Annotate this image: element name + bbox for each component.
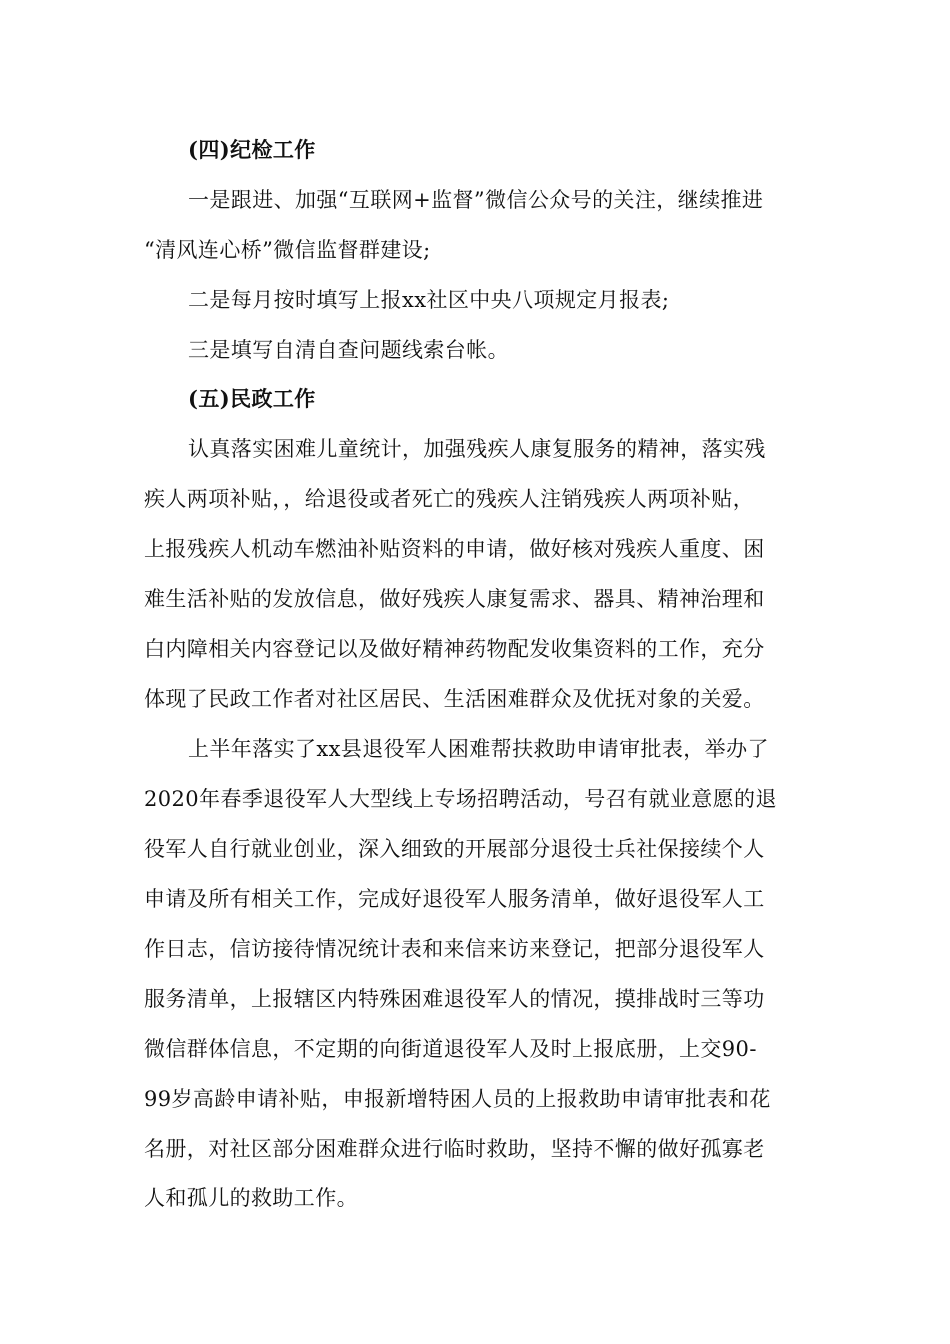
paragraph-line: 人和孤儿的救助工作。 [144, 1186, 358, 1210]
section-heading-discipline: (四)纪检工作 [188, 137, 316, 162]
paragraph-line: 申请及所有相关工作，完成好退役军人服务清单，做好退役军人工 [144, 887, 765, 911]
paragraph-line: 二是每月按时填写上报xx社区中央八项规定月报表; [188, 288, 670, 312]
paragraph-line: 99岁高龄申请补贴，申报新增特困人员的上报救助申请审批表和花 [144, 1087, 771, 1111]
paragraph-line: 上报残疾人机动车燃油补贴资料的申请，做好核对残疾人重度、困 [144, 537, 765, 561]
paragraph-line: 白内障相关内容登记以及做好精神药物配发收集资料的工作，充分 [144, 637, 765, 661]
paragraph-line: 难生活补贴的发放信息，做好残疾人康复需求、器具、精神治理和 [144, 587, 765, 611]
paragraph-line: 上半年落实了xx县退役军人困难帮扶救助申请审批表，举办了 [188, 737, 769, 761]
paragraph-line: 2020年春季退役军人大型线上专场招聘活动，号召有就业意愿的退 [144, 787, 777, 811]
paragraph-line: 认真落实困难儿童统计，加强残疾人康复服务的精神，落实残 [188, 437, 766, 461]
paragraph-line: 微信群体信息，不定期的向街道退役军人及时上报底册，上交90- [144, 1037, 757, 1061]
paragraph-line: 作日志，信访接待情况统计表和来信来访来登记，把部分退役军人 [144, 937, 765, 961]
paragraph-line: 服务清单，上报辖区内特殊困难退役军人的情况，摸排战时三等功 [144, 987, 765, 1011]
section-heading-civil-affairs: (五)民政工作 [188, 386, 316, 411]
paragraph-line: 体现了民政工作者对社区居民、生活困难群众及优抚对象的关爱。 [144, 687, 765, 711]
paragraph-line: 疾人两项补贴，，给退役或者死亡的残疾人注销残疾人两项补贴， [144, 487, 755, 511]
paragraph-line: 三是填写自清自查问题线索台帐。 [188, 338, 509, 362]
paragraph-line: 名册，对社区部分困难群众进行临时救助，坚持不懈的做好孤寡老 [144, 1137, 765, 1161]
paragraph-line: “清风连心桥”微信监督群建设; [144, 238, 431, 262]
paragraph-line: 役军人自行就业创业，深入细致的开展部分退役士兵社保接续个人 [144, 837, 765, 861]
paragraph-line: 一是跟进、加强“互联网+监督”微信公众号的关注，继续推进 [188, 188, 764, 212]
